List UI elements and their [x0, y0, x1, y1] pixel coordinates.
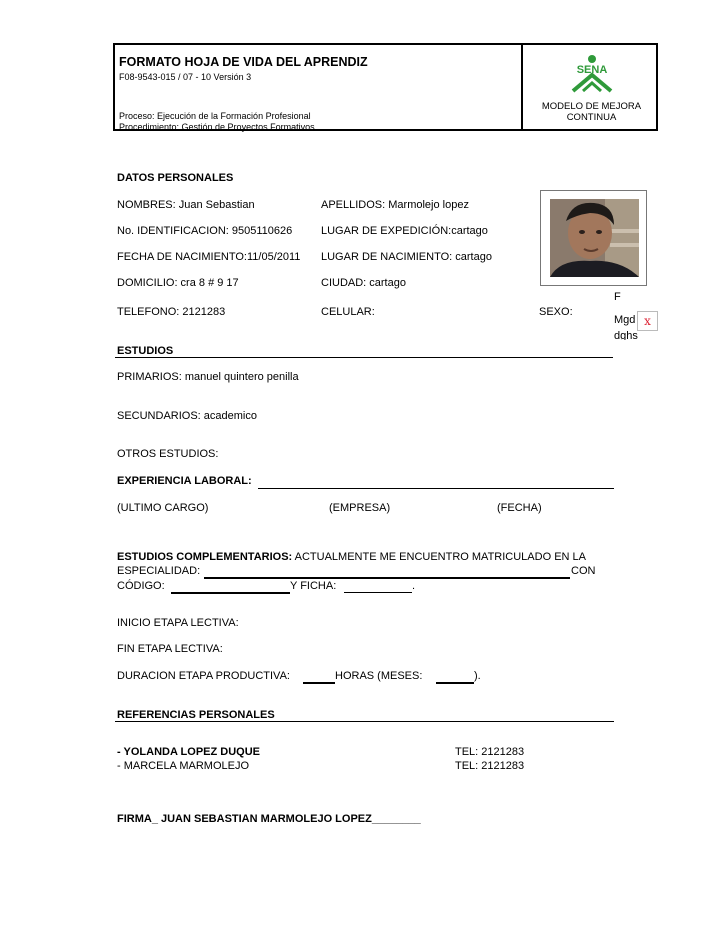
logo-text: SENA: [576, 64, 608, 76]
secundarios-field: SECUNDARIOS: academico: [117, 410, 257, 422]
nombres-field: NOMBRES: Juan Sebastian: [117, 199, 255, 211]
procedimiento-label: Procedimiento: Gestión de Proyectos Formativos: [119, 122, 315, 132]
referencias-heading: REFERENCIAS PERSONALES: [117, 709, 275, 721]
referencia-name-2: - MARCELA MARMOLEJO: [117, 760, 250, 772]
primarios-field: PRIMARIOS: manuel quintero penilla: [117, 371, 299, 383]
fin-lectiva-field: FIN ETAPA LECTIVA:: [117, 643, 223, 655]
person-photo-icon: [550, 199, 639, 277]
apellidos-field: APELLIDOS: Marmolejo lopez: [321, 199, 469, 211]
lugar-expedicion-field: LUGAR DE EXPEDICIÓN:cartago: [321, 225, 488, 237]
experiencia-rule: [258, 488, 614, 489]
profile-photo-frame: [540, 190, 647, 286]
experiencia-heading: EXPERIENCIA LABORAL:: [117, 475, 252, 487]
referencia-tel-1: TEL: 2121283: [455, 746, 525, 758]
sexo-extra-text: Mgd: [614, 314, 636, 326]
especialidad-blank: [204, 577, 570, 579]
fecha-nacimiento-field: FECHA DE NACIMIENTO:11/05/2011: [117, 251, 301, 263]
referencia-tel-2: TEL: 2121283: [455, 760, 525, 772]
firma-field: [117, 813, 421, 825]
duracion-label: DURACION ETAPA PRODUCTIVA:: [117, 670, 290, 682]
referencia-name-1: - YOLANDA LOPEZ DUQUE: [117, 746, 261, 758]
ficha-blank: [344, 592, 412, 593]
estudios-heading: ESTUDIOS: [117, 345, 174, 357]
inicio-lectiva-field: INICIO ETAPA LECTIVA:: [117, 617, 239, 629]
complementarios-line-1: [117, 551, 586, 563]
firma-text: FIRMA_ JUAN SEBASTIAN MARMOLEJO LOPEZ__: [117, 813, 385, 825]
datos-personales-heading: DATOS PERSONALES: [117, 172, 234, 184]
empresa-column: (EMPRESA): [329, 502, 391, 514]
sexo-f-option: F: [614, 291, 621, 303]
referencias-rule: [115, 721, 614, 722]
estudios-rule: [115, 357, 613, 358]
codigo-label: CÓDIGO:: [117, 580, 165, 592]
ciudad-field: CIUDAD: cartago: [321, 277, 406, 289]
sexo-extra-clip: [614, 312, 638, 340]
profile-photo: [550, 199, 639, 277]
firma-blank: ______: [384, 813, 421, 825]
codigo-blank: [171, 592, 290, 594]
complementarios-text: ACTUALMENTE ME ENCUENTRO MATRICULADO EN LA: [292, 551, 586, 563]
sena-logo: [563, 51, 621, 95]
fecha-column: (FECHA): [497, 502, 542, 514]
sexo-extra-text-2: dghs: [614, 330, 638, 340]
telefono-field: TELEFONO: 2121283: [117, 306, 226, 318]
ultimo-cargo-column: (ULTIMO CARGO): [117, 502, 209, 514]
horas-meses-label: HORAS (MESES:: [335, 670, 423, 682]
document-code: F08-9543-015 / 07 - 10 Versión 3: [119, 72, 252, 82]
sexo-label: SEXO:: [539, 306, 573, 318]
horas-blank: [303, 682, 335, 684]
proceso-label: Proceso: Ejecución de la Formación Profesional: [119, 111, 311, 121]
domicilio-field: DOMICILIO: cra 8 # 9 17: [117, 277, 239, 289]
especialidad-label: ESPECIALIDAD:: [117, 565, 201, 577]
especialidad-suffix: CON: [571, 565, 596, 577]
modelo-label: MODELO DE MEJORA CONTINUA: [541, 101, 642, 123]
sexo-mark-box: x: [637, 311, 658, 331]
duracion-suffix: ).: [474, 670, 481, 682]
meses-blank: [436, 682, 474, 684]
document-header: [113, 43, 658, 131]
complementarios-line-2: [117, 565, 200, 577]
ficha-suffix: .: [412, 580, 416, 592]
document-title: FORMATO HOJA DE VIDA DEL APRENDIZ: [119, 55, 368, 69]
celular-field: CELULAR:: [321, 306, 375, 318]
complementarios-label: ESTUDIOS COMPLEMENTARIOS:: [117, 551, 293, 563]
otros-estudios-field: OTROS ESTUDIOS:: [117, 448, 219, 460]
ficha-label: Y FICHA:: [290, 580, 337, 592]
lugar-nacimiento-field: LUGAR DE NACIMIENTO: cartago: [321, 251, 492, 263]
identificacion-field: No. IDENTIFICACION: 9505110626: [117, 225, 293, 237]
header-divider: [521, 45, 523, 129]
